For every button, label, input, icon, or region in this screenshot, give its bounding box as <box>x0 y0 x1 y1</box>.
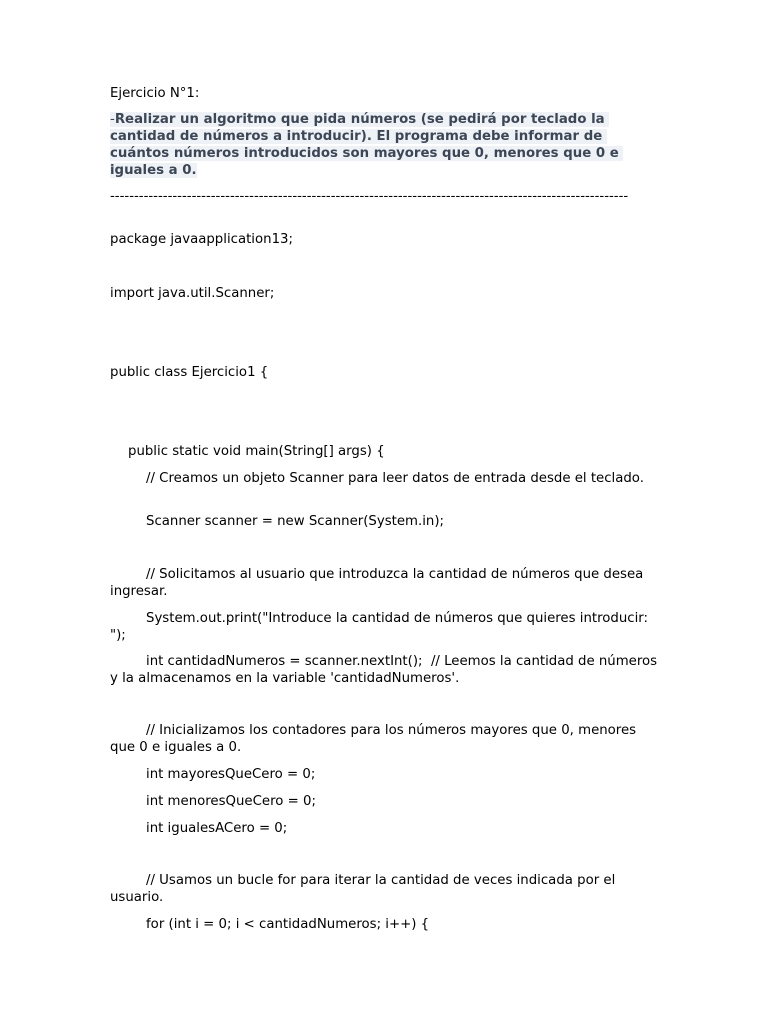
code-line-iguales: int igualesACero = 0; <box>146 821 288 836</box>
statement-text: Realizar un algoritmo que pida números (se pedirá por teclado la cantidad de números a introducir). El programa debe informar de cuántos números introducidos son mayores que 0, menores que 0 e iguales a 0. <box>110 112 624 178</box>
code-line-import: import java.util.Scanner; <box>110 286 275 301</box>
exercise-statement <box>110 111 658 179</box>
exercise-heading: Ejercicio N°1: <box>110 86 200 101</box>
code-comment-request-count: // Solicitamos al usuario que introduzca la cantidad de números que desea ingresar. <box>110 567 648 599</box>
code-line-print-prompt: System.out.print("Introduce la cantidad de números que quieres introducir: "); <box>110 611 653 643</box>
code-comment-scanner: // Creamos un objeto Scanner para leer datos de entrada desde el teclado. <box>146 471 644 486</box>
separator-line: ------------------------------------------------------------------------------------------------------------ <box>110 189 629 204</box>
code-line-for-loop: for (int i = 0; i < cantidadNumeros; i++) { <box>146 917 430 932</box>
code-comment-init-counters: // Inicializamos los contadores para los números mayores que 0, menores que 0 e iguales a 0. <box>110 723 641 755</box>
code-line-class-declaration: public class Ejercicio1 { <box>110 365 269 380</box>
code-line-main-method: public static void main(String[] args) { <box>128 444 385 459</box>
code-comment-for-loop: // Usamos un bucle for para iterar la cantidad de veces indicada por el usuario. <box>110 873 620 905</box>
code-line-package: package javaapplication13; <box>110 232 293 247</box>
code-line-mayores: int mayoresQueCero = 0; <box>146 767 316 782</box>
code-line-read-count: int cantidadNumeros = scanner.nextInt(); // Leemos la cantidad de números y la almacenamos en la variable 'cantidadNumeros'. <box>110 654 662 686</box>
statement-dash: - <box>110 112 115 127</box>
code-line-menores: int menoresQueCero = 0; <box>146 794 316 809</box>
code-line-scanner-init: Scanner scanner = new Scanner(System.in); <box>146 514 445 529</box>
